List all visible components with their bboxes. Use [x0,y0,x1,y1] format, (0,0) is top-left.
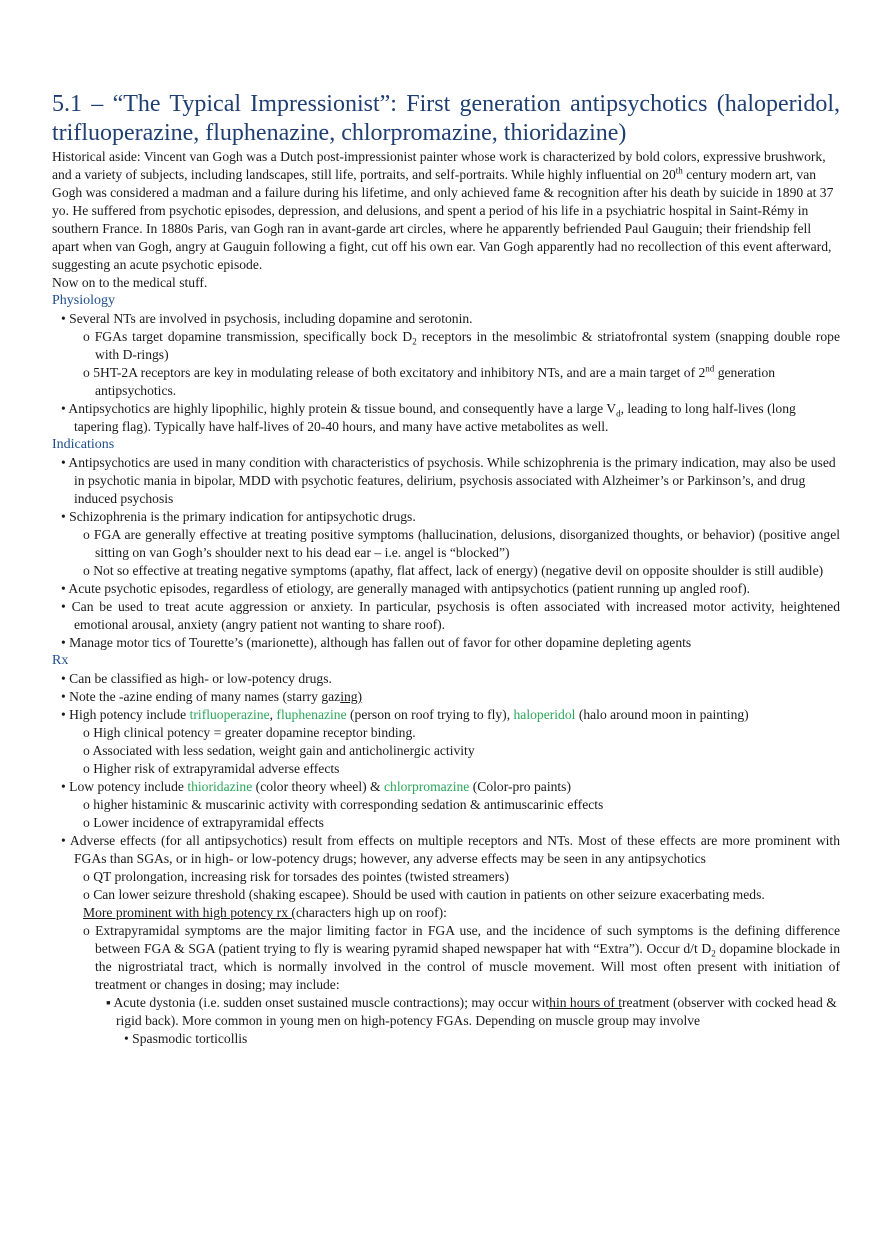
list-item [52,598,840,634]
list-item-text: Antipsychotics are highly lipophilic, highly protein & tissue bound, and consequently have a large V [68,401,617,416]
list-item-text: (Color-pro paints) [469,779,571,794]
bullet: • [61,635,66,650]
bullet: o [83,815,90,830]
drug-name-thioridazine: thioridazine [187,779,253,794]
list-item-text: Can be classified as high- or low-potency drugs. [69,671,332,686]
drug-name-trifluoperazine: trifluoperazine [189,707,270,722]
subscript: d [616,408,621,419]
bullet: o [83,365,90,380]
list-item-text: High clinical potency = greater dopamine receptor binding. [93,725,416,740]
list-item [52,742,840,760]
intro-text-continued: century modern art, van Gogh was considered a madman and a failure during his lifetime, and only achieved fame & recognition after his death by suicide in 1890 at 37 yo. He suffered from psychotic episodes, depression, and delusions, and spent a period of his life in a psychiatric hospital in Saint-Rémy in southern France. In 1880s Paris, van Gogh ran in avant-garde art circles, where he apparently befriended Paul Gauguin; their friendship fell apart when van Gogh, angry at Gauguin following a fight, cut off his own ear. Van Gogh apparently had no recollection of this event afterward, suggesting an acute psychotic episode. [52,167,834,272]
list-item [52,364,840,400]
list-item-text: Adverse effects (for all antipsychotics) result from effects on multiple receptors and NTs. Most of these effects are more prominent with FGAs than SGAs, or in high- or low-potency drugs; however, any adverse effects may be seen in any antipsychotics [69,833,840,866]
list-item [52,922,840,994]
list-item [52,508,840,526]
list-item [52,814,840,832]
bullet: o [83,725,90,740]
list-item-text: Higher risk of extrapyramidal adverse effects [93,761,340,776]
list-item-text: Acute psychotic episodes, regardless of etiology, are generally managed with antipsychotics (patient running up angled roof). [68,581,751,596]
list-item-text: QT prolongation, increasing risk for torsades des pointes (twisted streamers) [93,869,509,884]
bullet: o [83,761,90,776]
list-item-text: Can be used to treat acute aggression or anxiety. In particular, psychosis is often associated with increased motor activity, heightened emotional arousal, anxiety (angry patient not wanting to share roof). [71,599,841,632]
intro-superscript: th [675,165,683,176]
section-heading-physiology: Physiology [52,293,116,308]
intro-paragraph [52,148,840,274]
list-item-text: Manage motor tics of Tourette’s (marionette), although has fallen out of favor for other dopamine depleting agents [69,635,692,650]
underlined-text: hin hours of t [549,995,623,1010]
bullet: • [124,1031,129,1046]
indications-list [52,454,840,652]
rx-list [52,670,840,1048]
list-item [52,1030,840,1048]
list-item-text: , [269,707,277,722]
bullet: • [61,509,66,524]
underlined-text: ing) [340,689,363,704]
list-item-text: characters high up on roof): [295,905,447,920]
list-item-text: Can lower seizure threshold (shaking escapee). Should be used with caution in patients on other seizure exacerbating meds. [93,887,765,902]
bullet: • [61,581,66,596]
bullet: o [83,869,90,884]
bullet: o [83,329,90,344]
list-item-text: Low potency include [69,779,188,794]
list-item [52,886,840,904]
intro-transition: Now on to the medical stuff. [52,275,208,290]
list-item-text: , leading to long half-lives (long tapering flag). Typically have half-lives of 20-40 hours, and many have active metabolites as well. [74,401,796,434]
list-item-text: FGA are generally effective at treating positive symptoms (hallucination, delusions, disorganized thoughts, or behavior) (positive angel sitting on van Gogh’s shoulder next to his dead ear – i.e. angel is “blocked”) [93,527,840,560]
subscript: 2 [711,948,716,959]
drug-name-haloperidol: haloperidol [513,707,576,722]
list-item-text: dopamine blockade in the nigrostriatal tract, which is normally involved in the control of muscle movement. Will most often present with initiation of treatment or changes in dosing; may include: [95,941,840,992]
list-item [52,310,840,328]
bullet: • [61,779,66,794]
bullet: o [83,923,90,938]
underlined-text: More prominent with high potency rx ( [83,905,296,920]
bullet: • [61,671,66,686]
drug-name-fluphenazine: fluphenazine [276,707,347,722]
list-item-text: reatment (observer with cocked head & rigid back). More common in young men on high-potency FGAs. Depending on muscle group may involve [116,995,837,1028]
bullet: • [61,311,66,326]
list-item-text: Not so effective at treating negative symptoms (apathy, flat affect, lack of energy) (negative devil on opposite shoulder is still audible) [93,563,824,578]
list-item [52,526,840,562]
physiology-list [52,310,840,436]
section-heading-rx: Rx [52,653,69,668]
list-item-text: High potency include [69,707,190,722]
bullet: • [61,833,66,848]
list-item-text: Lower incidence of extrapyramidal effects [93,815,324,830]
bullet: • [61,401,66,416]
list-item [52,634,840,652]
list-item-text: Associated with less sedation, weight gain and anticholinergic activity [92,743,475,758]
bullet: ▪ [106,995,111,1010]
bullet: o [83,743,90,758]
list-item-text: Antipsychotics are used in many condition with characteristics of psychosis. While schizophrenia is the primary indication, may also be used in psychotic mania in bipolar, MDD with psychotic features, delirium, psychosis associated with Alzheimer’s or Parkinson’s, and drug induced psychosis [68,455,836,506]
list-item-text: FGAs target dopamine transmission, specifically bock D [94,329,413,344]
list-item [52,688,840,706]
section-heading-indications: Indications [52,437,115,452]
bullet: o [83,527,90,542]
list-item [52,760,840,778]
list-item [52,328,840,364]
intro-text: Historical aside: Vincent van Gogh was a Dutch post-impressionist painter whose work is characterized by bold colors, expressive brushwork, and a variety of subjects, including landscapes, still life, portraits, and self-portraits. While highly influential on 20 [52,149,826,182]
bullet: o [83,887,90,902]
list-item [52,904,840,922]
list-item-text: generation antipsychotics. [95,365,776,398]
list-item-text: Spasmodic torticollis [132,1031,248,1046]
list-item-text: Schizophrenia is the primary indication for antipsychotic drugs. [69,509,416,524]
list-item [52,868,840,886]
bullet: o [83,797,90,812]
list-item-text: 5HT-2A receptors are key in modulating release of both excitatory and inhibitory NTs, and are a main target of 2 [93,365,706,380]
list-item-text: (halo around moon in painting) [575,707,749,722]
list-item-text: Acute dystonia (i.e. sudden onset sustained muscle contractions); may occur wit [113,995,550,1010]
bullet: o [83,563,90,578]
list-item-text: Several NTs are involved in psychosis, including dopamine and serotonin. [69,311,473,326]
list-item-text: receptors in the mesolimbic & striatofrontal system (snapping double rope with D-rings) [95,329,840,362]
drug-name-chlorpromazine: chlorpromazine [384,779,470,794]
list-item [52,454,840,508]
bullet: • [61,689,66,704]
document-content [52,90,840,1048]
bullet: • [61,599,66,614]
list-item [52,580,840,598]
list-item-text: (person on roof trying to fly), [346,707,514,722]
list-item [52,778,840,796]
list-item-text: Extrapyramidal symptoms are the major limiting factor in FGA use, and the incidence of such symptoms is the defining difference between FGA & SGA (patient trying to fly is wearing pyramid shaped newspaper hat with “Extra”). Occur d/t D [95,923,840,956]
list-item [52,994,840,1030]
list-item [52,706,840,724]
bullet: • [61,455,66,470]
subscript: 2 [412,336,417,347]
list-item [52,796,840,814]
list-item [52,562,840,580]
list-item [52,400,840,436]
page-title: 5.1 – “The Typical Impressionist”: First generation antipsychotics (haloperidol, trifluoperazine, fluphenazine, chlorpromazine, thioridazine) [52,91,840,146]
list-item-text: (color theory wheel) & [252,779,385,794]
list-item-text: Note the -azine ending of many names (starry gaz [69,689,341,704]
list-item [52,724,840,742]
list-item-text: higher histaminic & muscarinic activity with corresponding sedation & antimuscarinic effects [93,797,604,812]
bullet: • [61,707,66,722]
list-item [52,670,840,688]
list-item [52,832,840,868]
superscript: nd [705,363,715,374]
